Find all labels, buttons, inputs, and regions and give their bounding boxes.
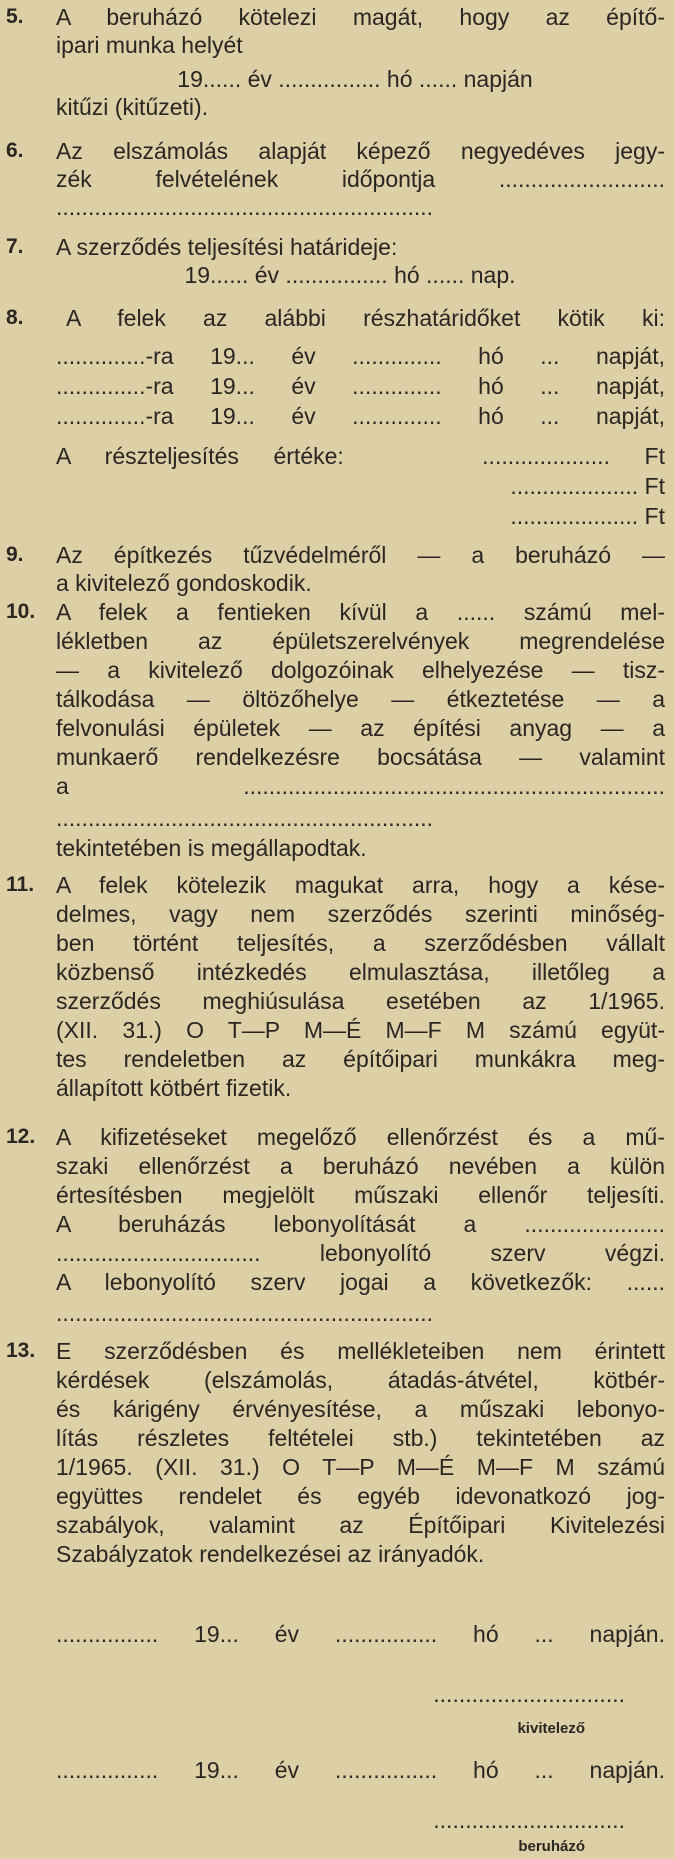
clause-line: (XII. 31.) O T—P M—É M—F M számú együt-: [56, 1017, 665, 1043]
signature-date-line: ................ 19... év ................ hó ... napján.: [56, 1621, 665, 1647]
clause-line: ipari munka helyét: [56, 32, 243, 58]
clause-line: A szerződés teljesítési határideje:: [56, 234, 398, 260]
signature-dots: ..............................: [433, 1681, 625, 1707]
clause-line: közbenső intézkedés elmulasztása, illetőleg a: [56, 959, 665, 985]
clause-number: 5.: [6, 5, 24, 28]
clause-line: Az elszámolás alapját képező negyedéves jegy-: [56, 138, 665, 164]
date-fill-line: 19...... év ................ hó ...... napján: [177, 66, 533, 92]
clause-line: A beruházás lebonyolítását a ......................: [56, 1211, 665, 1237]
signature-label-investor: beruházó: [518, 1838, 585, 1855]
clause-line: A kifizetéseket megelőző ellenőrzést és a mű-: [56, 1124, 665, 1150]
value-line: A részteljesítés értéke: .................... Ft: [56, 443, 665, 469]
clause-line: tes rendeletben az építőipari munkákra meg-: [56, 1046, 665, 1072]
clause-line: E szerződésben és mellékleteiben nem érintett: [56, 1338, 665, 1364]
clause-number: 9.: [6, 543, 24, 566]
fill-line: ...........................................................: [56, 194, 434, 220]
clause-line: zék felvételének időpontja ..........................: [56, 166, 665, 192]
clause-line: delmes, vagy nem szerződés szerinti minőség-: [56, 901, 665, 927]
clause-number: 6.: [6, 139, 24, 162]
clause-line: felvonulási épületek — az építési anyag — a: [56, 715, 665, 741]
clause-line: Szabályzatok rendelkezései az irányadók.: [56, 1541, 485, 1567]
clause-line: a kivitelező gondoskodik.: [56, 570, 312, 596]
clause-number: 8.: [6, 306, 24, 329]
clause-line: együttes rendelet és egyéb idevonatkozó jog-: [56, 1483, 665, 1509]
clause-line: A lebonyolító szerv jogai a következők: ......: [56, 1269, 665, 1295]
clause-line: ................................ lebonyolító szerv végzi.: [56, 1240, 665, 1266]
clause-line: kérdések (elszámolás, átadás-átvétel, kötbér-: [56, 1367, 665, 1393]
fill-line: a ..................................................................: [56, 773, 665, 799]
date-fill-line: 19...... év ................ hó ...... nap.: [184, 262, 516, 288]
signature-label-contractor: kivitelező: [517, 1720, 585, 1737]
signature-dots: ..............................: [433, 1807, 625, 1833]
clause-line: A beruházó kötelezi magát, hogy az építő-: [56, 4, 665, 30]
clause-line: állapított kötbért fizetik.: [56, 1075, 292, 1101]
deadline-line: ..............-ra 19... év .............. hó ... napját,: [56, 373, 665, 399]
clause-line: lítás részletes feltételei stb.) tekintetében az: [56, 1425, 665, 1451]
fill-line: ...........................................................: [56, 805, 434, 831]
clause-number: 11.: [6, 873, 35, 896]
signature-date-line: ................ 19... év ................ hó ... napján.: [56, 1757, 665, 1783]
clause-line: Az építkezés tűzvédelméről — a beruházó —: [56, 542, 665, 568]
clause-line: 1/1965. (XII. 31.) O T—P M—É M—F M számú: [56, 1454, 665, 1480]
clause-line: ben történt teljesítés, a szerződésben vállalt: [56, 930, 665, 956]
clause-line: A felek az alábbi részhatáridőket kötik ki:: [66, 305, 665, 331]
clause-line: tálkodása — öltözőhelye — étkeztetése — a: [56, 686, 665, 712]
clause-line: A felek kötelezik magukat arra, hogy a késе-: [56, 872, 665, 898]
clause-line: tekintetében is megállapodtak.: [56, 835, 367, 861]
clause-number: 10.: [6, 600, 36, 623]
clause-line: — a kivitelező dolgozóinak elhelyezése — tisz-: [56, 657, 665, 683]
clause-line: munkaerő rendelkezésre bocsátása — valamint: [56, 744, 665, 770]
clause-line: lékletben az épületszerelvények megrendelése: [56, 628, 665, 654]
clause-line: szaki ellenőrzést a beruházó nevében a külön: [56, 1153, 665, 1179]
clause-line: szerződés meghiúsulása esetében az 1/1965.: [56, 988, 665, 1014]
clause-number: 13.: [6, 1339, 36, 1362]
value-line: .................... Ft: [510, 503, 665, 529]
deadline-line: ..............-ra 19... év .............. hó ... napját,: [56, 343, 665, 369]
clause-line: szabályok, valamint az Építőipari Kivitelezési: [56, 1512, 665, 1538]
deadline-line: ..............-ra 19... év .............. hó ... napját,: [56, 403, 665, 429]
clause-line: A felek a fentieken kívül a ...... számú mel-: [56, 599, 665, 625]
value-line: .................... Ft: [510, 473, 665, 499]
clause-number: 7.: [6, 235, 24, 258]
clause-number: 12.: [6, 1125, 36, 1148]
clause-line: kitűzi (kitűzeti).: [56, 94, 209, 120]
clause-line: értesítésben megjelölt műszaki ellenőr teljesíti.: [56, 1182, 665, 1208]
fill-line: ...........................................................: [56, 1300, 434, 1326]
clause-line: és kárigény érvényesítése, a műszaki lebonyo-: [56, 1396, 665, 1422]
